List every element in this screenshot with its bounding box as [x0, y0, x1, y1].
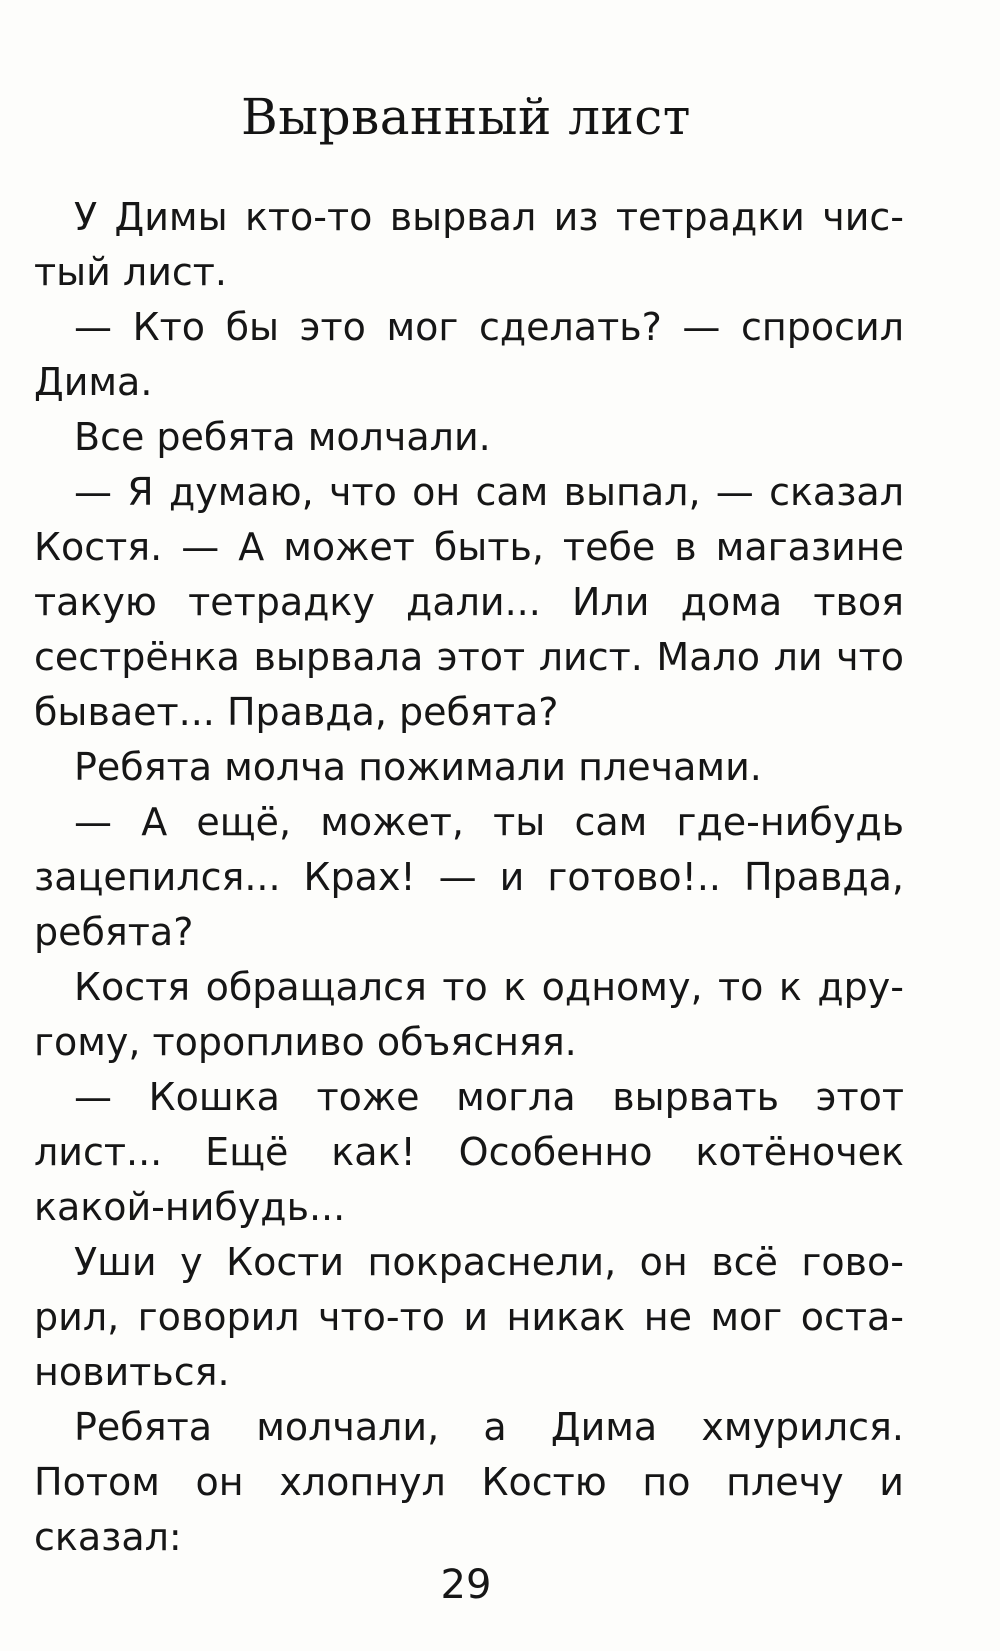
paragraph: Костя обращался то к одному, то к другому, торопливо объясняя. [34, 965, 904, 1064]
paragraph: Ребята молчали, а Дима хмурился. Потом он хлопнул Костю по плечу и сказал: [34, 1405, 904, 1559]
paragraph: — Кошка тоже могла вырвать этот лист... Ещё как! Особенно котёночек какой-нибудь... [34, 1075, 904, 1229]
paragraph: — Я думаю, что он сам выпал, — сказал Костя. — А может быть, тебе в магазине такую тетрадку дали... Или дома твоя сестрёнка вырвала этот лист. Мало ли что бывает... Правда, ребята? [34, 470, 904, 734]
paragraph: — А ещё, может, ты сам где-нибудь зацепился... Крах! — и готово!.. Правда, ребята? [34, 800, 904, 954]
paragraph: — Кто бы это мог сделать? — спросил Дима. [34, 305, 904, 404]
paragraph: Ребята молча пожимали плечами. [74, 745, 762, 789]
page-number: 29 [440, 1562, 492, 1608]
paragraph: Уши у Кости покраснели, он всё говорил, говорил что-то и никак не мог остановиться. [34, 1240, 904, 1394]
story-title: Вырванный лист [241, 88, 691, 146]
story-text [34, 190, 904, 1565]
paragraph: У Димы кто-то вырвал из тетрадки чистый лист. [34, 195, 904, 294]
paragraph: Все ребята молчали. [74, 415, 491, 459]
